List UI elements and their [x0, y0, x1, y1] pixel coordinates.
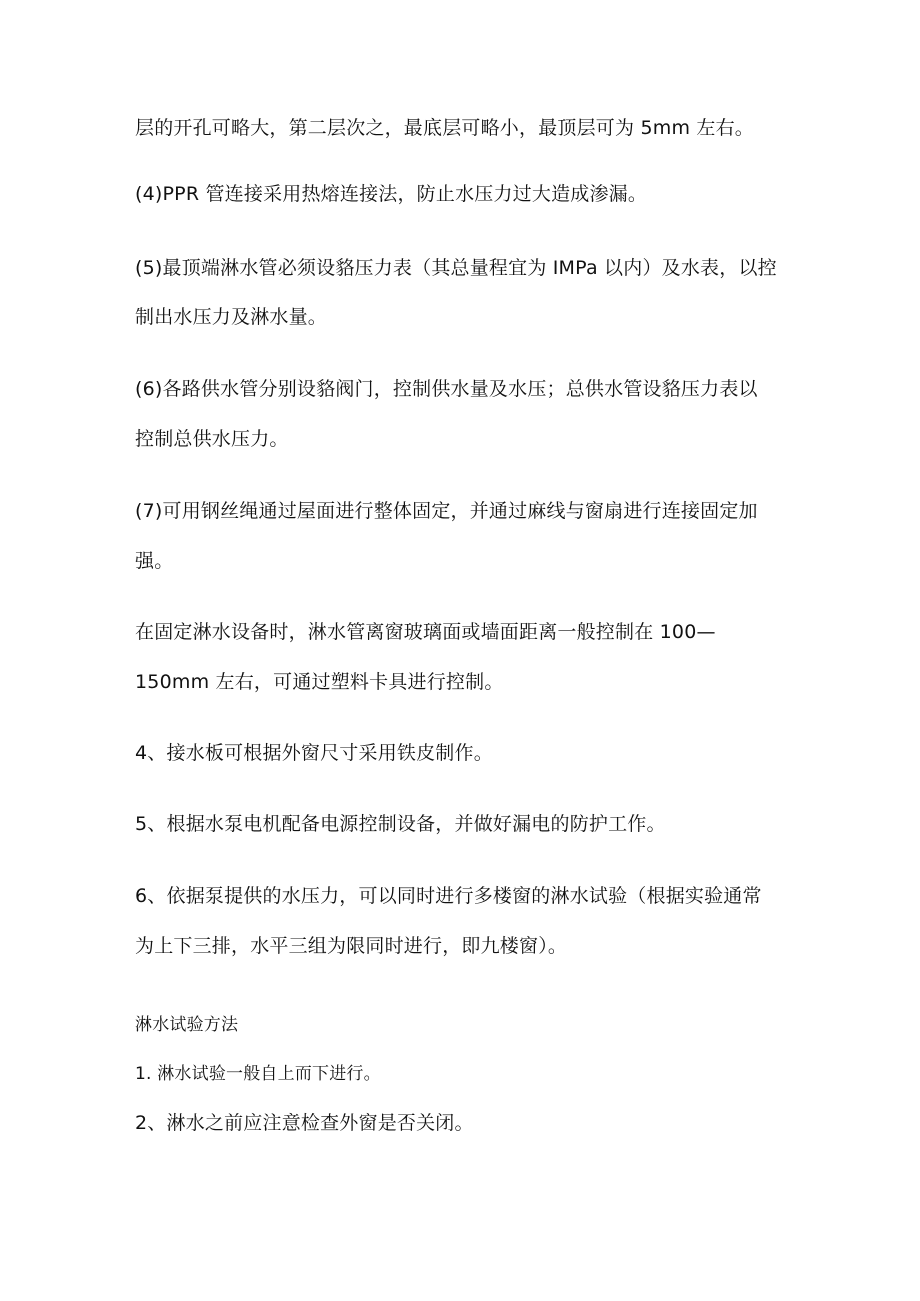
text-line-fixing: 在固定淋水设备时，淋水管离窗玻璃面或墙面距离一般控制在 100— — [135, 621, 716, 643]
text-line-item-6: (6)各路供水管分别设貉阀门，控制供水量及水压；总供水管设貉压力表以 — [135, 378, 758, 400]
text-line-item-7-cont: 强。 — [135, 550, 174, 572]
text-line-method-1: 1. 淋水试验一般自上而下进行。 — [135, 1064, 381, 1084]
text-line-method-2: 2、淋水之前应注意检查外窗是否关闭。 — [135, 1112, 474, 1134]
text-line-opening-size: 层的开孔可略大，第二层次之，最底层可略小，最顶层可为 5mm 左右。 — [135, 117, 754, 139]
text-line-item-6-cont: 控制总供水压力。 — [135, 428, 289, 450]
section-heading: 淋水试验方法 — [135, 1015, 239, 1035]
text-line-item-4: (4)PPR 管连接采用热熔连接法，防止水压力过大造成渗漏。 — [135, 183, 648, 205]
text-line-point-6-cont: 为上下三排，水平三组为限同时进行，即九楼窗）。 — [135, 935, 568, 957]
text-line-point-4: 4、接水板可根据外窗尺寸采用铁皮制作。 — [135, 742, 493, 764]
text-line-point-5: 5、根据水泵电机配备电源控制设备，并做好漏电的防护工作。 — [135, 813, 666, 835]
text-line-point-6: 6、依据泵提供的水压力，可以同时进行多楼窗的淋水试验（根据实验通常 — [135, 885, 762, 907]
text-line-item-5-cont: 制出水压力及淋水量。 — [135, 306, 328, 328]
text-line-item-7: (7)可用钢丝绳通过屋面进行整体固定，并通过麻线与窗扇进行连接固定加 — [135, 500, 758, 522]
text-line-item-5: (5)最顶端淋水管必须设貉压力表（其总量程宜为 IMPa 以内）及水表，以控 — [135, 257, 777, 279]
text-line-fixing-cont: 150mm 左右，可通过塑料卡具进行控制。 — [135, 671, 504, 693]
